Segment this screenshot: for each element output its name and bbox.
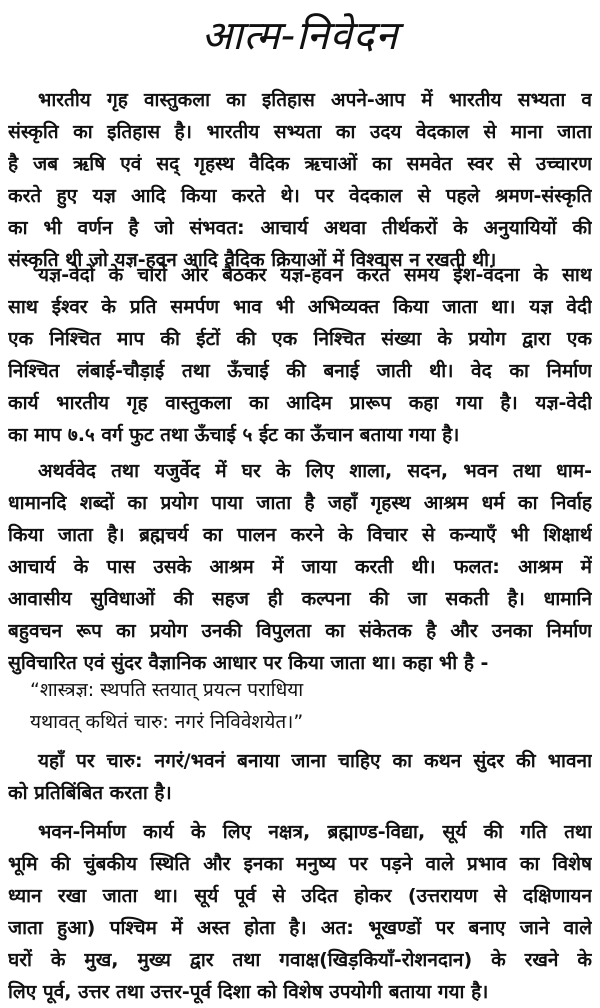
text-line: “शास्त्रज्ञ: स्थपति स्तयात् प्रयत्न पराधिया — [30, 679, 304, 701]
text-line: यहाँ पर चारु: नगरं/भवनं बनाया जाना चाहिए का कथन सुंदर की भावना — [38, 750, 592, 772]
text-line: है जब ऋषि एवं सद् गृहस्थ वैदिक ऋचाओं का समवेत स्वर से उच्चारण — [8, 153, 592, 175]
text-line: भारतीय गृह वास्तुकला का इतिहास अपने-आप में भारतीय सभ्यता व — [38, 89, 592, 111]
text-line: जाता हुआ) पश्चिम में अस्त होता है। अत: भूखण्डों पर बनाए जाने वाले — [8, 917, 592, 939]
text-line: यज्ञ-वेदों के चारों ओर बैठकर यज्ञ-हवन करते समय ईश-वंदना के साथ — [38, 264, 592, 286]
page-title: आत्म-निवेदन — [201, 13, 399, 59]
text-line: किया जाता है। ब्रह्मचर्य का पालन करने के विचार से कन्याएँ भी शिक्षार्थ — [8, 524, 592, 546]
text-line: को प्रतिबिंबित करता है। — [8, 782, 172, 804]
text-line: लिए पूर्व, उत्तर तथा उत्तर-पूर्व दिशा को विशेष उपयोगी बताया गया है। — [8, 981, 489, 1003]
text-line: कार्य भारतीय गृह वास्तुकला का आदिम प्रारूप कहा गया है। यज्ञ-वेदी — [8, 392, 592, 414]
text-line: भूमि की चुंबकीय स्थिति और इनका मनुष्य पर पड़ने वाले प्रभाव का विशेष — [8, 853, 592, 875]
text-line: बहुवचन रूप का प्रयोग उनकी विपुलता का संकेतक है और उनका निर्माण — [8, 620, 592, 642]
text-line: आचार्य के पास उसके आश्रम में जाया करती थी। फलत: आश्रम में — [8, 556, 592, 578]
text-line: सुविचारित एवं सुंदर वैज्ञानिक आधार पर किया जाता था। कहा भी है - — [8, 652, 489, 674]
text-line: भवन-निर्माण कार्य के लिए नक्षत्र, ब्रह्माण्ड-विद्या, सूर्य की गति तथा — [38, 821, 592, 843]
text-line: धामानदि शब्दों का प्रयोग पाया जाता है जहाँ गृहस्थ आश्रम धर्म का निर्वाह — [8, 492, 592, 514]
text-line: यथावत् कथितं चारु: नगरं निविवेशयेत।” — [30, 711, 304, 733]
paragraph-4 — [8, 745, 592, 809]
sanskrit-quote — [8, 674, 592, 738]
text-line: अथर्ववेद तथा यजुर्वेद में घर के लिए शाला, सदन, भवन तथा धाम- — [38, 460, 592, 482]
paragraph-2 — [8, 259, 592, 451]
text-line: का माप ७.५ वर्ग फुट तथा ऊँचाई ५ ईट का ऊँचान बताया गया है। — [8, 424, 460, 446]
text-line: आवासीय सुविधाओं की सहज ही कल्पना की जा सकती है। धामानि — [8, 588, 592, 610]
text-line: ध्यान रखा जाता था। सूर्य पूर्व से उदित होकर (उत्तरायण से दक्षिणायन — [8, 885, 592, 907]
text-line: संस्कृति थी जो यज्ञ-हवन आदि वैदिक क्रियाओं में विश्वास न रखती थी। — [8, 249, 497, 271]
text-line: करते हुए यज्ञ आदि किया करते थे। पर वेदकाल से पहले श्रमण-संस्कृति — [8, 185, 592, 207]
paragraph-5 — [8, 816, 592, 1008]
text-line: संस्कृति का इतिहास है। भारतीय सभ्यता का उदय वेदकाल से माना जाता — [8, 121, 592, 143]
text-line: एक निश्चित माप की ईटों की एक निश्चित संख्या के प्रयोग द्वारा एक — [8, 328, 592, 350]
text-line: साथ ईश्वर के प्रति समर्पण भाव भी अभिव्यक्त किया जाता था। यज्ञ वेदी — [8, 296, 592, 318]
paragraph-1 — [8, 84, 592, 276]
text-line: का भी वर्णन है जो संभवत: आचार्य अथवा तीर्थकरों के अनुयायियों की — [8, 217, 592, 239]
paragraph-3 — [8, 455, 592, 679]
text-line: निश्चित लंबाई-चौड़ाई तथा ऊँचाई की बनाई जाती थी। वेद का निर्माण — [8, 360, 592, 382]
text-line: घरों के मुख, मुख्य द्वार तथा गवाक्ष(खिड़कियाँ-रोशनदान) के रखने के — [8, 949, 592, 971]
